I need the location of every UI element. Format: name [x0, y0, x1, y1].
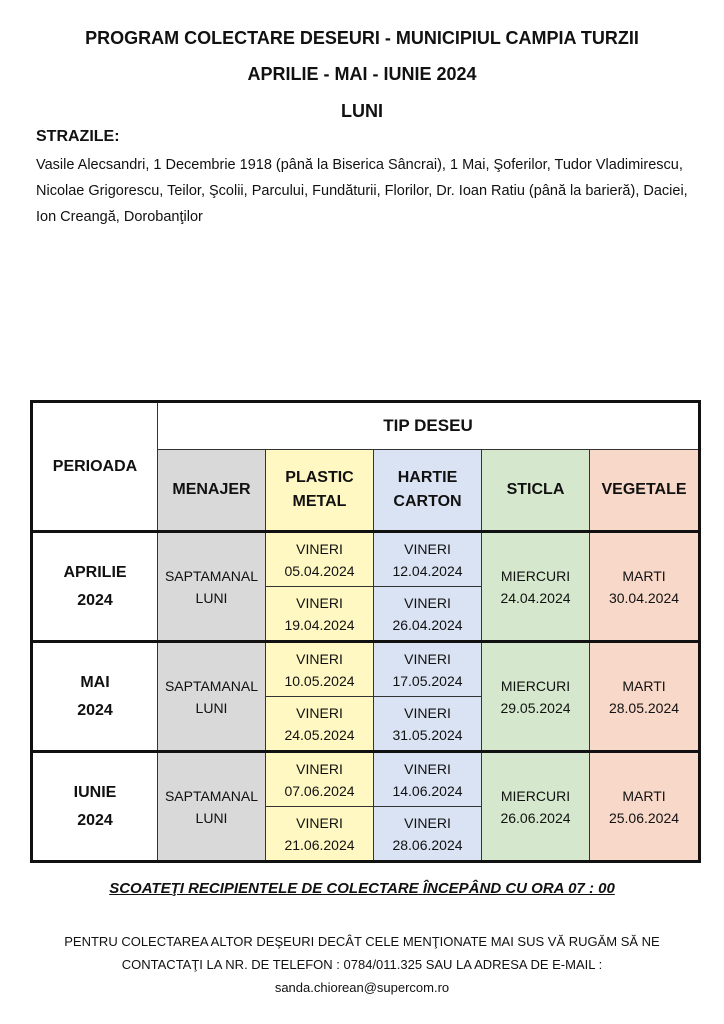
plastic-day: VINERI	[296, 540, 343, 557]
period-header-cell	[32, 402, 158, 532]
table-row	[32, 532, 700, 587]
plastic-cell	[266, 697, 374, 752]
menajer-day: LUNI	[195, 589, 228, 606]
col-vegetale	[590, 450, 700, 532]
sticla-cell	[482, 642, 590, 752]
period-cell	[32, 752, 158, 862]
hartie-day: VINERI	[404, 814, 451, 831]
plastic-day: VINERI	[296, 704, 343, 721]
hartie-date: 26.04.2024	[392, 616, 463, 633]
hartie-date: 28.06.2024	[392, 836, 463, 853]
period-year: 2024	[77, 701, 113, 719]
plastic-date: 21.06.2024	[284, 836, 355, 853]
vegetale-cell	[590, 642, 700, 752]
hartie-date: 17.05.2024	[392, 672, 463, 689]
plastic-cell	[266, 587, 374, 642]
contact-phone-line: CONTACTAŢI LA NR. DE TELEFON : 0784/011.325 SAU LA ADRESA DE E-MAIL :	[121, 957, 603, 972]
plastic-day: VINERI	[296, 650, 343, 667]
hartie-day: VINERI	[404, 594, 451, 611]
contact-email[interactable]: sanda.chiorean@supercom.ro	[274, 980, 450, 995]
document-day: LUNI	[341, 101, 383, 121]
plastic-cell	[266, 752, 374, 807]
col-plastic	[266, 450, 374, 532]
col-hartie-label: HARTIE	[397, 469, 458, 486]
col-sticla-label: STICLA	[506, 481, 565, 498]
menajer-frequency: SAPTAMANAL	[164, 677, 259, 694]
menajer-cell	[158, 532, 266, 642]
hartie-date: 14.06.2024	[392, 782, 463, 799]
sticla-cell	[482, 532, 590, 642]
menajer-frequency: SAPTAMANAL	[164, 567, 259, 584]
table-row	[32, 642, 700, 697]
plastic-date: 10.05.2024	[284, 672, 355, 689]
contact-info	[50, 930, 674, 999]
document-title: PROGRAM COLECTARE DESEURI - MUNICIPIUL CAMPIA TURZII	[85, 28, 639, 48]
vegetale-cell	[590, 532, 700, 642]
col-sticla	[482, 450, 590, 532]
plastic-day: VINERI	[296, 760, 343, 777]
hartie-day: VINERI	[404, 760, 451, 777]
sticla-day: MIERCURI	[500, 677, 571, 694]
plastic-date: 05.04.2024	[284, 562, 355, 579]
menajer-day: LUNI	[195, 699, 228, 716]
sticla-date: 26.06.2024	[500, 809, 571, 826]
col-metal-label: METAL	[292, 493, 347, 510]
vegetale-day: MARTI	[622, 787, 666, 804]
period-month: MAI	[80, 673, 110, 691]
col-vegetale-label: VEGETALE	[601, 481, 687, 498]
menajer-frequency: SAPTAMANAL	[164, 787, 259, 804]
type-header: TIP DESEU	[383, 416, 473, 435]
col-menajer-label: MENAJER	[172, 481, 251, 498]
hartie-date: 12.04.2024	[392, 562, 463, 579]
sticla-day: MIERCURI	[500, 787, 571, 804]
plastic-cell	[266, 532, 374, 587]
period-cell	[32, 532, 158, 642]
plastic-date: 07.06.2024	[284, 782, 355, 799]
hartie-cell	[374, 752, 482, 807]
hartie-cell	[374, 807, 482, 862]
plastic-date: 19.04.2024	[284, 616, 355, 633]
hartie-cell	[374, 642, 482, 697]
plastic-date: 24.05.2024	[284, 726, 355, 743]
streets-list: Vasile Alecsandri, 1 Decembrie 1918 (până la Biserica Sâncrai), 1 Mai, Şoferilor, Tudor Vladimirescu, Nicolae Grigorescu, Teilor, Şcolii, Parcului, Fundăturii, Florilor, Dr. Ioan Ratiu (până la barieră), Daciei, Ion Creangă, Dorobanţilor	[36, 157, 688, 225]
vegetale-date: 28.05.2024	[608, 699, 680, 716]
sticla-cell	[482, 752, 590, 862]
vegetale-date: 25.06.2024	[608, 809, 680, 826]
hartie-date: 31.05.2024	[392, 726, 463, 743]
streets-label: STRAZILE:	[36, 128, 120, 145]
vegetale-day: MARTI	[622, 567, 666, 584]
table-row	[32, 752, 700, 807]
sticla-date: 29.05.2024	[500, 699, 571, 716]
hartie-cell	[374, 532, 482, 587]
sticla-date: 24.04.2024	[500, 589, 571, 606]
col-carton-label: CARTON	[393, 493, 462, 510]
sticla-day: MIERCURI	[500, 567, 571, 584]
plastic-cell	[266, 807, 374, 862]
hartie-day: VINERI	[404, 650, 451, 667]
col-hartie	[374, 450, 482, 532]
period-cell	[32, 642, 158, 752]
hartie-cell	[374, 697, 482, 752]
type-header-cell	[158, 402, 700, 450]
plastic-day: VINERI	[296, 594, 343, 611]
hartie-day: VINERI	[404, 704, 451, 721]
col-plastic-label: PLASTIC	[285, 469, 354, 486]
hartie-day: VINERI	[404, 540, 451, 557]
menajer-cell	[158, 752, 266, 862]
plastic-cell	[266, 642, 374, 697]
period-year: 2024	[77, 591, 113, 609]
period-month: IUNIE	[73, 783, 117, 801]
vegetale-day: MARTI	[622, 677, 666, 694]
period-year: 2024	[77, 811, 113, 829]
contact-line: PENTRU COLECTAREA ALTOR DEŞEURI DECÂT CELE MENŢIONATE MAI SUS VĂ RUGĂM SĂ NE	[64, 934, 660, 949]
vegetale-cell	[590, 752, 700, 862]
plastic-day: VINERI	[296, 814, 343, 831]
collection-schedule-table	[30, 400, 701, 863]
col-menajer	[158, 450, 266, 532]
document-period: APRILIE - MAI - IUNIE 2024	[247, 64, 477, 84]
hartie-cell	[374, 587, 482, 642]
collection-time-notice: SCOATEŢI RECIPIENTELE DE COLECTARE ÎNCEPÂND CU ORA 07 : 00	[109, 880, 615, 897]
vegetale-date: 30.04.2024	[608, 589, 680, 606]
menajer-day: LUNI	[195, 809, 228, 826]
menajer-cell	[158, 642, 266, 752]
period-month: APRILIE	[63, 563, 127, 581]
table-header-row	[32, 402, 700, 450]
period-header: PERIOADA	[52, 457, 138, 475]
